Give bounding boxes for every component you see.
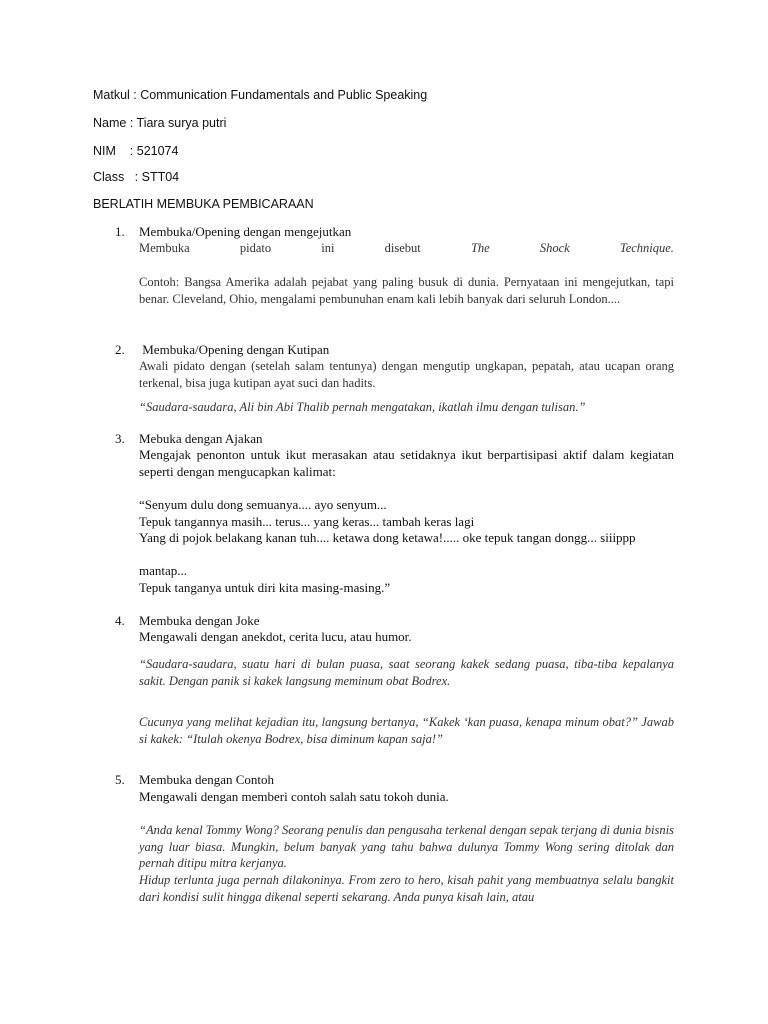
item-1-example: Contoh: Bangsa Amerika adalah pejabat yang paling busuk di dunia. Pernyataan ini mengejutkan, tapi benar. Cleveland, Ohio, mengalami pembunuhan enam kali lebih banyak dari seluruh London.... bbox=[139, 275, 674, 306]
item-4-number: 4. bbox=[115, 613, 125, 628]
nim-line: NIM : 521074 bbox=[93, 144, 179, 158]
intro-word-italic: Technique. bbox=[619, 241, 674, 255]
student-name-line: Name : Tiara surya putri bbox=[93, 116, 227, 130]
intro-word: pidato bbox=[239, 241, 272, 255]
item-5-quote: Hidup terlunta juga pernah dilakoninya. From zero to hero, kisah pahit yang membuatnya selalu bangkit dari kondisi sulit hingga dikenal seperti sekarang. Anda punya kisah lain, atau bbox=[139, 873, 674, 904]
item-3-line: “Senyum dulu dong semuanya.... ayo senyum... bbox=[139, 497, 387, 512]
item-5-title: Membuka dengan Contoh bbox=[139, 772, 275, 787]
item-5-desc: Mengawali dengan memberi contoh salah satu tokoh dunia. bbox=[139, 789, 449, 804]
item-5-number: 5. bbox=[115, 772, 125, 787]
intro-word: Membuka bbox=[139, 241, 190, 255]
item-3-title: Mebuka dengan Ajakan bbox=[139, 431, 263, 446]
intro-word-italic: The bbox=[470, 241, 490, 255]
item-4-desc: Mengawali dengan anekdot, cerita lucu, atau humor. bbox=[139, 629, 412, 644]
item-1-number: 1. bbox=[115, 224, 125, 239]
item-1-title: Membuka/Opening dengan mengejutkan bbox=[139, 224, 352, 239]
item-3-line: Yang di pojok belakang kanan tuh.... ketawa dong ketawa!..... oke tepuk tangan dongg... siiippp bbox=[139, 530, 636, 545]
section-title: BERLATIH MEMBUKA PEMBICARAAN bbox=[93, 197, 314, 211]
course-line: Matkul : Communication Fundamentals and Public Speaking bbox=[93, 88, 428, 102]
item-3-line: mantap... bbox=[139, 563, 188, 578]
item-4-quote: Cucunya yang melihat kejadian itu, langsung bertanya, “Kakek ‘kan puasa, kenapa minum obat?” Jawab si kakek: “Itulah okenya Bodrex, bisa diminum kapan saja!” bbox=[139, 715, 674, 746]
item-4-title: Membuka dengan Joke bbox=[139, 613, 260, 628]
item-2-quote: “Saudara-saudara, Ali bin Abi Thalib pernah mengatakan, ikatlah ilmu dengan tulisan.” bbox=[139, 400, 586, 414]
intro-word: disebut bbox=[384, 241, 421, 255]
item-2-desc: Awali pidato dengan (setelah salam tentunya) dengan mengutip ungkapan, pepatah, atau ucapan orang terkenal, bisa juga kutipan ayat suci dan hadits. bbox=[139, 359, 674, 390]
item-3-line: Tepuk tanganya untuk diri kita masing-masing.” bbox=[139, 580, 391, 595]
class-line: Class : STT04 bbox=[93, 170, 180, 184]
item-4-quote: “Saudara-saudara, suatu hari di bulan puasa, saat seorang kakek sedang puasa, tiba-tiba kepalanya sakit. Dengan panik si kakek langsung meminum obat Bodrex. bbox=[139, 657, 674, 688]
item-3-number: 3. bbox=[115, 431, 125, 446]
intro-word-italic: Shock bbox=[539, 241, 570, 255]
item-5-quote: “Anda kenal Tommy Wong? Seorang penulis dan pengusaha terkenal dengan sepak terjang di dunia bisnis yang luar biasa. Mungkin, belum banyak yang tahu bahwa dulunya Tommy Wong sering ditolak dan pernah ditipu mitra kerjanya. bbox=[139, 823, 674, 870]
item-1-intro bbox=[139, 241, 674, 256]
item-3-desc: Mengajak penonton untuk ikut merasakan atau setidaknya ikut berpartisipasi aktif dalam kegiatan seperti dengan mengucapkan kalimat: bbox=[139, 447, 674, 479]
item-3-line: Tepuk tangannya masih... terus... yang keras... tambah keras lagi bbox=[139, 514, 475, 529]
item-2-number: 2. bbox=[115, 342, 125, 357]
item-2-title: Membuka/Opening dengan Kutipan bbox=[139, 342, 330, 357]
intro-word: ini bbox=[321, 241, 335, 255]
